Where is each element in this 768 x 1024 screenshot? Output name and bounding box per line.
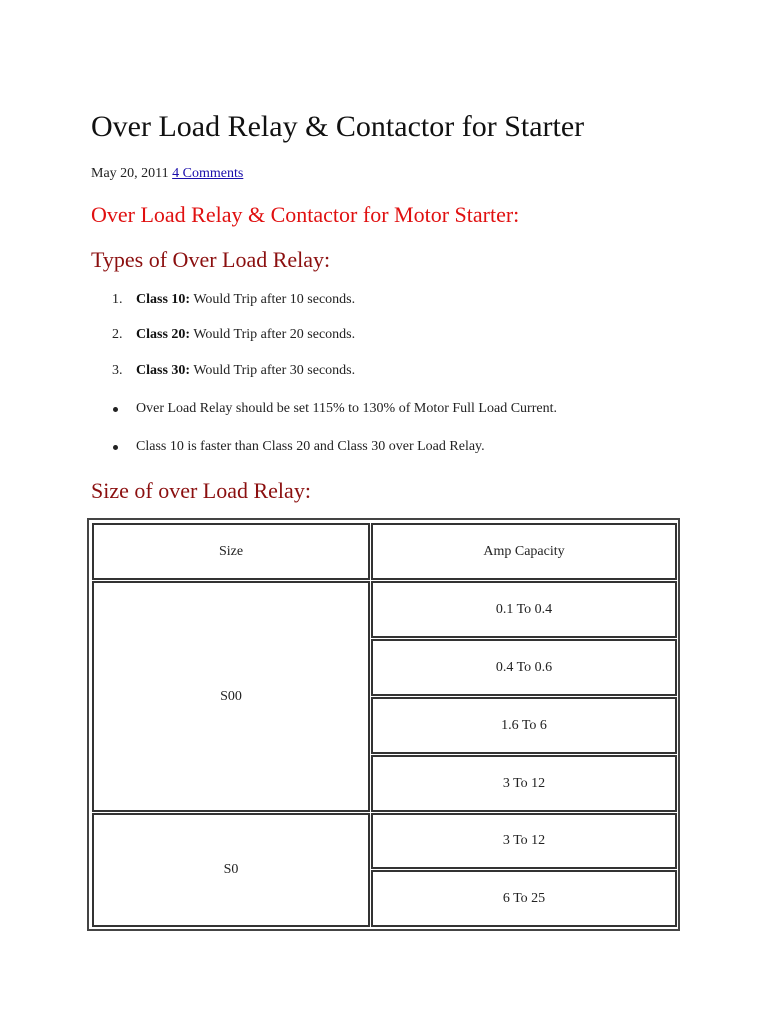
table-cell-amp: 0.4 To 0.6: [371, 639, 677, 696]
class-text: [136, 292, 355, 308]
relay-size-table: [87, 518, 680, 931]
class-description: Would Trip after 20 seconds.: [193, 327, 356, 342]
bullet-icon: [113, 407, 118, 412]
post-meta: [91, 166, 243, 182]
table-cell-amp: 3 To 12: [371, 755, 677, 812]
table-cell-size: S00: [92, 581, 370, 812]
size-heading: Size of over Load Relay:: [91, 478, 311, 503]
class-text: [136, 363, 355, 379]
note-text: Class 10 is faster than Class 20 and Class 30 over Load Relay.: [136, 439, 485, 454]
class-description: Would Trip after 10 seconds.: [193, 292, 356, 307]
page-title: Over Load Relay & Contactor for Starter: [91, 110, 585, 143]
class-description: Would Trip after 30 seconds.: [193, 363, 356, 378]
section-subtitle: Over Load Relay & Contactor for Motor Starter:: [91, 202, 520, 227]
table-cell-amp: 0.1 To 0.4: [371, 581, 677, 638]
list-number: 2.: [112, 327, 123, 342]
list-number: 3.: [112, 363, 123, 378]
table-cell-size: S0: [92, 813, 370, 927]
list-number: 1.: [112, 292, 123, 307]
note-text: Over Load Relay should be set 115% to 130% of Motor Full Load Current.: [136, 401, 557, 416]
class-text: [136, 327, 355, 343]
table-header-size: Size: [92, 523, 370, 580]
table-header-amp: Amp Capacity: [371, 523, 677, 580]
table-cell-amp: 1.6 To 6: [371, 697, 677, 754]
table-cell-amp: 6 To 25: [371, 870, 677, 927]
class-label: Class 30:: [136, 363, 191, 378]
table-cell-amp: 3 To 12: [371, 813, 677, 869]
types-heading: Types of Over Load Relay:: [91, 247, 331, 272]
post-date: May 20, 2011: [91, 166, 169, 181]
bullet-icon: [113, 445, 118, 450]
class-label: Class 10:: [136, 292, 191, 307]
comments-link[interactable]: 4 Comments: [172, 166, 244, 181]
class-label: Class 20:: [136, 327, 191, 342]
